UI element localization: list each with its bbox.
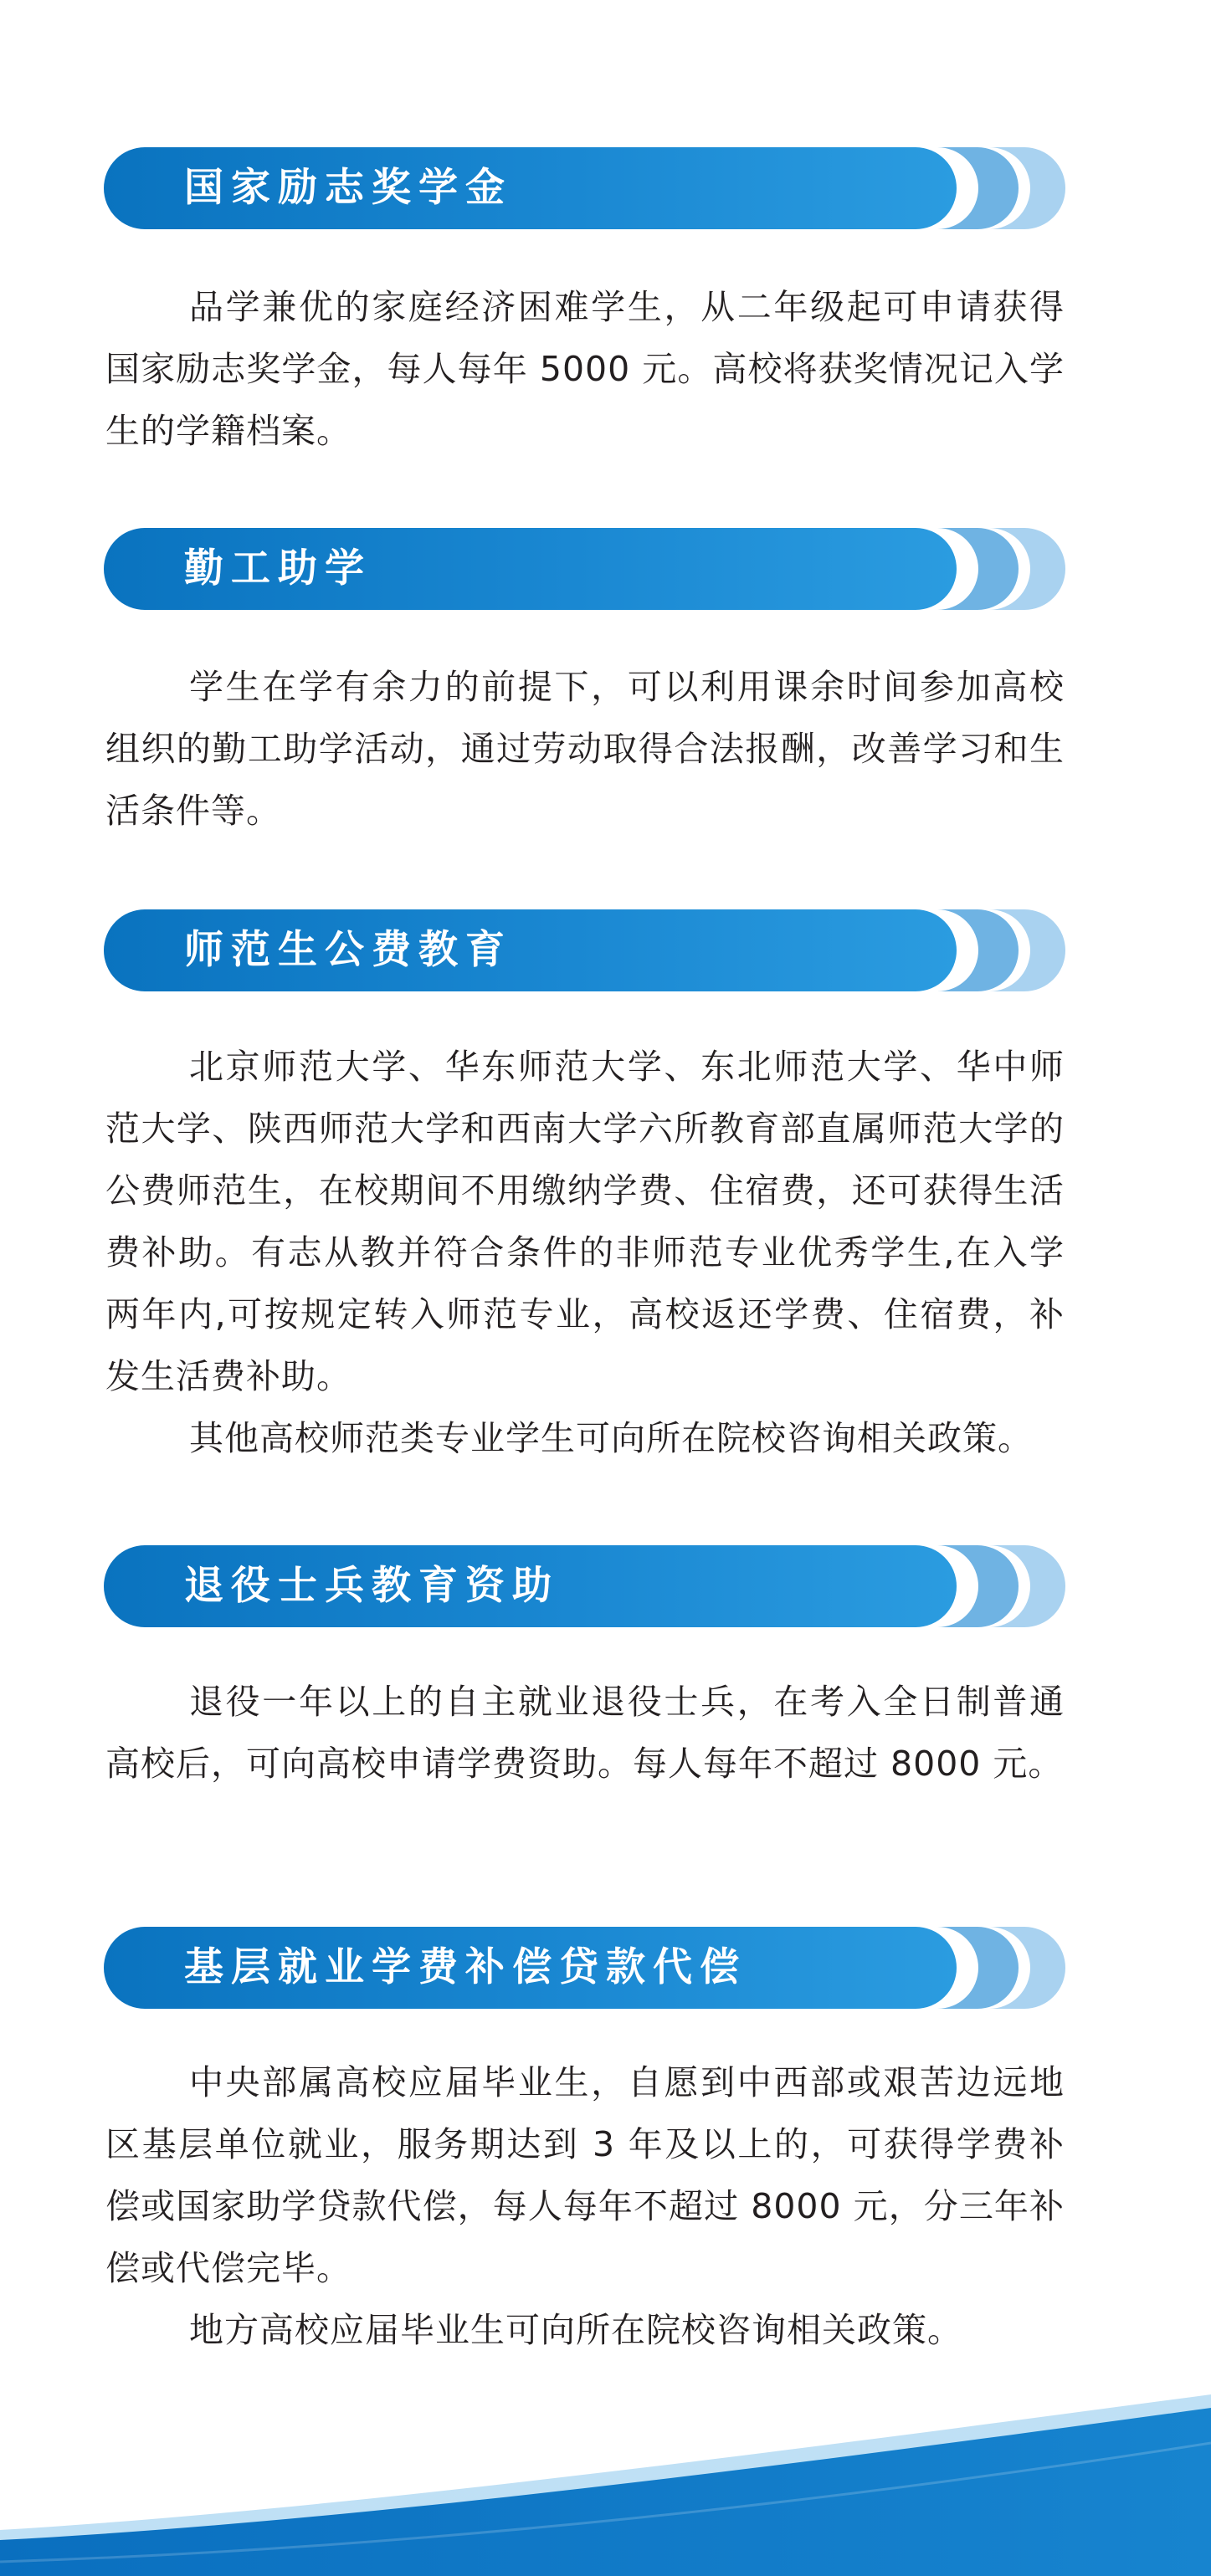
- section-paragraph: 北京师范大学、华东师范大学、东北师范大学、华中师范大学、陕西师范大学和西南大学六所教育部直属师范大学的公费师范生，在校期间不用缴纳学费、住宿费，还可获得生活费补助。有志从教并符合条件的非师范专业优秀学生,在入学两年内,可按规定转入师范专业，高校返还学费、住宿费，补发生活费补助。: [105, 1047, 1065, 1396]
- section-title: 国家励志奖学金: [184, 165, 512, 211]
- section-banner: [104, 528, 1066, 610]
- bottom-wave-decoration: [0, 2343, 1211, 2576]
- section-banner: [104, 1545, 1066, 1627]
- section-paragraph: 退役一年以上的自主就业退役士兵，在考入全日制普通高校后，可向高校申请学费资助。每人每年不超过 8000 元。: [105, 1682, 1065, 1784]
- section-title: 基层就业学费补偿贷款代偿: [184, 1944, 747, 1990]
- section-paragraph: 学生在学有余力的前提下，可以利用课余时间参加高校组织的勤工助学活动，通过劳动取得合法报酬，改善学习和生活条件等。: [105, 667, 1065, 831]
- section-paragraph: 其他高校师范类专业学生可向所在院校咨询相关政策。: [189, 1418, 1033, 1458]
- section-paragraph: 中央部属高校应届毕业生，自愿到中西部或艰苦边远地区基层单位就业，服务期达到 3 年及以上的，可获得学费补偿或国家助学贷款代偿，每人每年不超过 8000 元，分三年补偿或代偿完毕。: [105, 2062, 1065, 2288]
- section-title: 退役士兵教育资助: [184, 1563, 559, 1609]
- section-title: 勤工助学: [184, 545, 372, 592]
- section-title: 师范生公费教育: [184, 927, 512, 973]
- section-banner: [104, 1927, 1066, 2009]
- section-banner: [104, 909, 1066, 991]
- section-paragraph: 地方高校应届毕业生可向所在院校咨询相关政策。: [189, 2310, 962, 2350]
- section-banner: [104, 147, 1066, 229]
- section-paragraph: 品学兼优的家庭经济困难学生，从二年级起可申请获得国家励志奖学金，每人每年 5000 元。高校将获奖情况记入学生的学籍档案。: [105, 287, 1065, 451]
